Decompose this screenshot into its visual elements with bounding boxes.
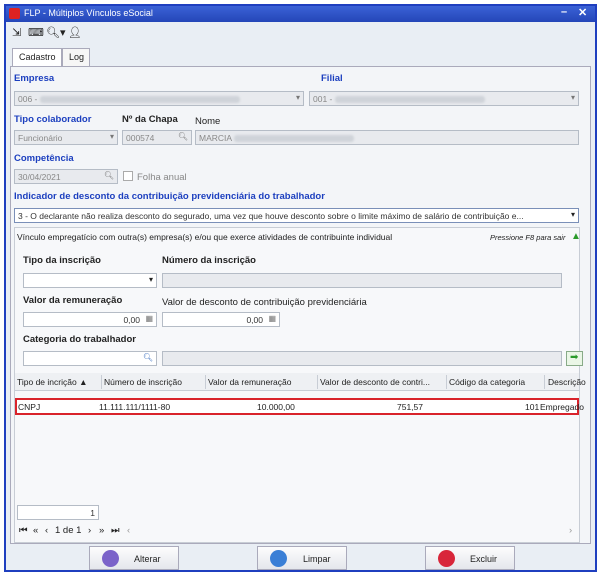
calculator-icon[interactable]: ▦ xyxy=(145,314,153,323)
alterar-button[interactable] xyxy=(89,546,179,570)
keyboard-icon[interactable]: ⌨ xyxy=(28,27,44,39)
valor-remuneracao-field[interactable] xyxy=(23,312,157,327)
categoria-label: Categoria do trabalhador xyxy=(23,334,136,345)
scroll-right-icon[interactable]: › xyxy=(569,525,573,536)
empresa-label: Empresa xyxy=(14,73,55,84)
col-tipo[interactable] xyxy=(17,377,87,387)
button-bar xyxy=(6,546,595,572)
indicador-label: Indicador de desconto da contribuição previdenciária do trabalhador xyxy=(14,191,325,202)
tipo-inscricao-label: Tipo da inscrição xyxy=(23,255,101,266)
valor-desconto-field[interactable] xyxy=(162,312,280,327)
scroll-left-icon[interactable]: ‹ xyxy=(127,525,131,536)
col-desconto[interactable]: Valor de desconto de contri... xyxy=(320,377,430,387)
tipo-colaborador-select[interactable] xyxy=(14,130,118,145)
chapa-value: 000574 xyxy=(126,133,155,143)
col-numero[interactable]: Número de inscrição xyxy=(104,377,182,387)
indicador-select[interactable] xyxy=(14,208,579,223)
window-title: FLP - Múltiplos Vínculos eSocial xyxy=(24,8,153,18)
column-divider[interactable] xyxy=(446,375,447,389)
cell-tipo: CNPJ xyxy=(18,402,41,412)
folha-anual-checkbox[interactable] xyxy=(123,171,133,181)
search-icon[interactable]: 🔍︎▾ xyxy=(46,27,66,39)
edit-icon xyxy=(102,550,119,567)
competencia-label: Competência xyxy=(14,153,74,164)
cell-remuneracao: 10.000,00 xyxy=(257,402,295,412)
cell-codigo: 101 xyxy=(525,402,540,412)
user-icon[interactable]: 👤︎ xyxy=(68,27,82,39)
record-count: 1 xyxy=(17,505,99,520)
tab-cadastro[interactable]: Cadastro xyxy=(12,48,62,66)
grid-header xyxy=(15,373,586,391)
tab-log[interactable]: Log xyxy=(62,48,90,66)
table-row[interactable] xyxy=(15,398,584,415)
col-descricao[interactable]: Descrição xyxy=(548,377,586,387)
pager xyxy=(15,508,579,543)
calculator-icon[interactable]: ▦ xyxy=(268,314,276,323)
empresa-select[interactable] xyxy=(14,91,304,106)
limpar-button[interactable] xyxy=(257,546,347,570)
minus-icon xyxy=(270,550,287,567)
vinculo-label: Vínculo empregatício com outra(s) empresa(s) e/ou que exerce atividades de contribuinte individual xyxy=(17,232,393,242)
close-button[interactable]: ✕ xyxy=(578,7,588,19)
valor-desconto-label: Valor de desconto de contribuição previdenciária xyxy=(162,297,367,308)
f8-hint: Pressione F8 para sair xyxy=(490,233,566,242)
search-icon[interactable]: 🔍︎ xyxy=(177,132,188,141)
nome-value: MARCIA xyxy=(199,133,232,143)
col-tipo-label: Tipo de incrição xyxy=(17,377,77,387)
numero-inscricao-label: Número da inscrição xyxy=(162,255,256,266)
last-page-icon[interactable]: ⏭ xyxy=(111,525,120,536)
excluir-label: Excluir xyxy=(470,554,498,564)
page-indicator: 1 de 1 xyxy=(55,525,82,536)
column-divider[interactable] xyxy=(317,375,318,389)
column-divider[interactable] xyxy=(101,375,102,389)
categoria-field[interactable] xyxy=(23,351,157,366)
valor-remuneracao-label: Valor da remuneração xyxy=(23,295,123,306)
limpar-label: Limpar xyxy=(303,554,331,564)
delete-icon xyxy=(438,550,455,567)
col-codigo[interactable]: Código da categoria xyxy=(449,377,526,387)
column-divider[interactable] xyxy=(544,375,545,389)
cell-numero: 11.111.111/1111-80 xyxy=(99,402,171,412)
redacted-text xyxy=(335,96,485,103)
col-remuneracao[interactable]: Valor da remuneração xyxy=(208,377,292,387)
chevron-down-icon: ▾ xyxy=(109,132,114,141)
toolbar xyxy=(6,24,595,44)
chapa-label: Nº da Chapa xyxy=(122,114,178,125)
tipo-colaborador-label: Tipo colaborador xyxy=(14,114,92,125)
add-arrow-button[interactable] xyxy=(566,351,583,366)
column-divider[interactable] xyxy=(205,375,206,389)
nome-field xyxy=(195,130,579,145)
collapse-arrow-icon[interactable]: ▲ xyxy=(571,231,581,242)
competencia-value: 30/04/2021 xyxy=(18,172,61,182)
cadastro-panel xyxy=(10,66,591,544)
main-window xyxy=(4,4,597,572)
folha-anual-label: Folha anual xyxy=(137,172,187,183)
cell-descricao: Empregado xyxy=(540,402,584,412)
next-page-icon[interactable]: › xyxy=(88,525,92,536)
categoria-description-field xyxy=(162,351,562,366)
valor-desconto-value: 0,00 xyxy=(246,315,263,325)
competencia-field[interactable] xyxy=(14,169,118,184)
app-icon xyxy=(9,8,20,19)
valor-remuneracao-value: 0,00 xyxy=(123,315,140,325)
chevron-down-icon: ▾ xyxy=(148,275,153,284)
sort-asc-icon: ▲ xyxy=(79,377,88,387)
tipo-inscricao-select[interactable] xyxy=(23,273,157,288)
indicador-value: 3 - O declarante não realiza desconto do segurado, uma vez que houve desconto sobre o limite máximo de salário de contribuição e... xyxy=(18,211,524,221)
minimize-button[interactable]: – xyxy=(561,6,568,18)
arrow-right-icon: ➡ xyxy=(570,352,579,363)
numero-inscricao-field[interactable] xyxy=(162,273,562,288)
chevron-down-icon: ▾ xyxy=(295,93,300,102)
filial-select[interactable] xyxy=(309,91,579,106)
vinculo-section xyxy=(14,227,586,543)
next-many-icon[interactable]: » xyxy=(99,525,105,536)
search-icon[interactable]: 🔍︎ xyxy=(142,353,153,362)
first-page-icon[interactable]: ⏮ xyxy=(19,525,28,536)
title-bar xyxy=(6,6,595,22)
chevron-down-icon: ▾ xyxy=(570,93,575,102)
chapa-field[interactable] xyxy=(122,130,192,145)
tipo-colaborador-value: Funcionário xyxy=(18,133,63,143)
filial-value: 001 - xyxy=(313,94,333,104)
nome-label: Nome xyxy=(195,116,221,127)
export-icon[interactable]: ⇲ xyxy=(12,27,22,39)
filial-label: Filial xyxy=(321,73,343,84)
cell-desconto: 751,57 xyxy=(397,402,423,412)
alterar-label: Alterar xyxy=(134,554,161,564)
redacted-text xyxy=(40,96,240,103)
chevron-down-icon: ▾ xyxy=(570,210,575,219)
empresa-value: 006 - xyxy=(18,94,38,104)
prev-many-icon[interactable]: « xyxy=(33,525,39,536)
prev-page-icon[interactable]: ‹ xyxy=(45,525,49,536)
search-icon[interactable]: 🔍︎ xyxy=(103,171,114,180)
excluir-button[interactable] xyxy=(425,546,515,570)
redacted-text xyxy=(234,135,354,142)
